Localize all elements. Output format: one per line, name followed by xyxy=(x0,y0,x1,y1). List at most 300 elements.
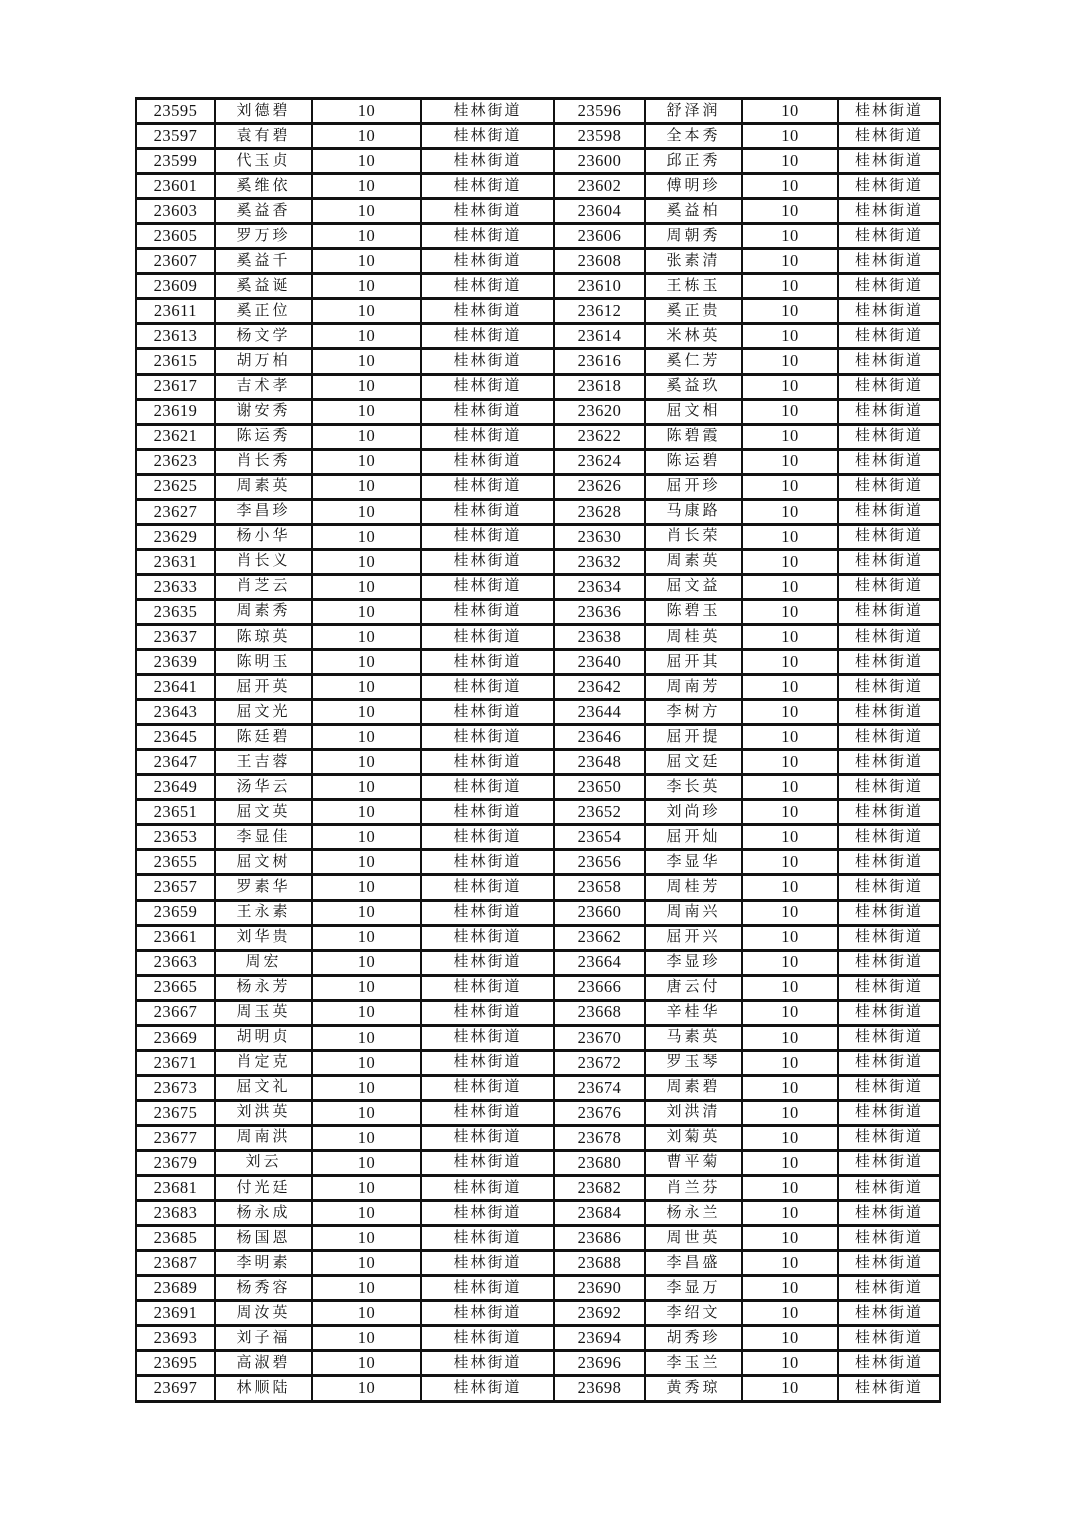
street-cell-right: 桂林街道 xyxy=(838,374,940,399)
id-cell-left: 23669 xyxy=(136,1025,215,1050)
street-cell-right: 桂林街道 xyxy=(838,424,940,449)
name-cell-left: 陈运秀 xyxy=(215,424,312,449)
name-cell-left: 杨永芳 xyxy=(215,975,312,1000)
score-cell-left: 10 xyxy=(312,549,421,574)
table-row xyxy=(136,875,940,900)
score-cell-right: 10 xyxy=(742,700,838,725)
id-cell-left: 23675 xyxy=(136,1100,215,1125)
name-cell-left: 周素秀 xyxy=(215,599,312,624)
name-cell-right: 李树方 xyxy=(645,700,742,725)
street-cell-right: 桂林街道 xyxy=(838,474,940,499)
score-cell-right: 10 xyxy=(742,274,838,299)
score-cell-left: 10 xyxy=(312,1150,421,1175)
street-cell-left: 桂林街道 xyxy=(421,675,554,700)
id-cell-left: 23693 xyxy=(136,1326,215,1351)
name-cell-right: 刘尚珍 xyxy=(645,800,742,825)
score-cell-right: 10 xyxy=(742,1176,838,1201)
score-cell-right: 10 xyxy=(742,750,838,775)
table-row xyxy=(136,1276,940,1301)
id-cell-right: 23654 xyxy=(554,825,645,850)
table-row xyxy=(136,775,940,800)
name-cell-right: 陈碧玉 xyxy=(645,599,742,624)
score-cell-right: 10 xyxy=(742,1276,838,1301)
score-cell-right: 10 xyxy=(742,1125,838,1150)
name-cell-left: 刘洪英 xyxy=(215,1100,312,1125)
table-row xyxy=(136,650,940,675)
table-row xyxy=(136,549,940,574)
id-cell-left: 23605 xyxy=(136,224,215,249)
score-cell-right: 10 xyxy=(742,374,838,399)
street-cell-right: 桂林街道 xyxy=(838,1226,940,1251)
street-cell-left: 桂林街道 xyxy=(421,149,554,174)
id-cell-right: 23630 xyxy=(554,524,645,549)
score-cell-left: 10 xyxy=(312,374,421,399)
id-cell-right: 23600 xyxy=(554,149,645,174)
name-cell-right: 奚益柏 xyxy=(645,199,742,224)
id-cell-left: 23641 xyxy=(136,675,215,700)
street-cell-left: 桂林街道 xyxy=(421,349,554,374)
name-cell-right: 奚益玖 xyxy=(645,374,742,399)
table-row xyxy=(136,1100,940,1125)
score-cell-left: 10 xyxy=(312,900,421,925)
street-cell-right: 桂林街道 xyxy=(838,149,940,174)
id-cell-left: 23639 xyxy=(136,650,215,675)
id-cell-right: 23618 xyxy=(554,374,645,399)
street-cell-right: 桂林街道 xyxy=(838,499,940,524)
id-cell-right: 23680 xyxy=(554,1150,645,1175)
table-row xyxy=(136,349,940,374)
id-cell-right: 23650 xyxy=(554,775,645,800)
id-cell-right: 23666 xyxy=(554,975,645,1000)
name-cell-right: 屈文相 xyxy=(645,399,742,424)
score-cell-right: 10 xyxy=(742,399,838,424)
street-cell-right: 桂林街道 xyxy=(838,900,940,925)
street-cell-right: 桂林街道 xyxy=(838,1050,940,1075)
id-cell-left: 23599 xyxy=(136,149,215,174)
street-cell-right: 桂林街道 xyxy=(838,524,940,549)
id-cell-left: 23671 xyxy=(136,1050,215,1075)
name-cell-left: 肖长义 xyxy=(215,549,312,574)
street-cell-right: 桂林街道 xyxy=(838,1075,940,1100)
street-cell-right: 桂林街道 xyxy=(838,750,940,775)
street-cell-right: 桂林街道 xyxy=(838,875,940,900)
score-cell-left: 10 xyxy=(312,424,421,449)
id-cell-right: 23660 xyxy=(554,900,645,925)
street-cell-left: 桂林街道 xyxy=(421,900,554,925)
id-cell-right: 23636 xyxy=(554,599,645,624)
table-row xyxy=(136,975,940,1000)
id-cell-right: 23656 xyxy=(554,850,645,875)
id-cell-right: 23622 xyxy=(554,424,645,449)
score-cell-right: 10 xyxy=(742,775,838,800)
name-cell-left: 杨永成 xyxy=(215,1201,312,1226)
id-cell-right: 23652 xyxy=(554,800,645,825)
name-cell-left: 周汝英 xyxy=(215,1301,312,1326)
street-cell-right: 桂林街道 xyxy=(838,1376,940,1402)
id-cell-right: 23684 xyxy=(554,1201,645,1226)
id-cell-left: 23685 xyxy=(136,1226,215,1251)
street-cell-right: 桂林街道 xyxy=(838,1351,940,1376)
score-cell-left: 10 xyxy=(312,850,421,875)
score-cell-left: 10 xyxy=(312,274,421,299)
id-cell-left: 23661 xyxy=(136,925,215,950)
name-cell-left: 周玉英 xyxy=(215,1000,312,1025)
name-cell-left: 杨国恩 xyxy=(215,1226,312,1251)
street-cell-left: 桂林街道 xyxy=(421,725,554,750)
score-cell-left: 10 xyxy=(312,700,421,725)
name-cell-left: 奚益香 xyxy=(215,199,312,224)
table-row xyxy=(136,99,940,124)
name-cell-right: 周素英 xyxy=(645,549,742,574)
score-cell-right: 10 xyxy=(742,875,838,900)
id-cell-right: 23604 xyxy=(554,199,645,224)
id-cell-right: 23628 xyxy=(554,499,645,524)
id-cell-right: 23644 xyxy=(554,700,645,725)
id-cell-right: 23662 xyxy=(554,925,645,950)
score-cell-left: 10 xyxy=(312,1075,421,1100)
score-cell-right: 10 xyxy=(742,725,838,750)
score-cell-left: 10 xyxy=(312,399,421,424)
id-cell-left: 23663 xyxy=(136,950,215,975)
id-cell-left: 23611 xyxy=(136,299,215,324)
name-cell-right: 周南芳 xyxy=(645,675,742,700)
id-cell-right: 23674 xyxy=(554,1075,645,1100)
street-cell-right: 桂林街道 xyxy=(838,1251,940,1276)
street-cell-left: 桂林街道 xyxy=(421,850,554,875)
name-cell-left: 屈开英 xyxy=(215,675,312,700)
table-row xyxy=(136,1376,940,1402)
name-cell-right: 周朝秀 xyxy=(645,224,742,249)
street-cell-right: 桂林街道 xyxy=(838,99,940,124)
street-cell-left: 桂林街道 xyxy=(421,975,554,1000)
id-cell-left: 23627 xyxy=(136,499,215,524)
name-cell-left: 胡明贞 xyxy=(215,1025,312,1050)
id-cell-left: 23691 xyxy=(136,1301,215,1326)
street-cell-left: 桂林街道 xyxy=(421,1050,554,1075)
street-cell-left: 桂林街道 xyxy=(421,750,554,775)
table-row xyxy=(136,399,940,424)
score-cell-left: 10 xyxy=(312,474,421,499)
street-cell-left: 桂林街道 xyxy=(421,800,554,825)
name-cell-right: 屈文益 xyxy=(645,574,742,599)
id-cell-left: 23643 xyxy=(136,700,215,725)
score-cell-right: 10 xyxy=(742,474,838,499)
table-row xyxy=(136,324,940,349)
street-cell-right: 桂林街道 xyxy=(838,249,940,274)
table-row xyxy=(136,449,940,474)
score-cell-left: 10 xyxy=(312,449,421,474)
score-cell-left: 10 xyxy=(312,800,421,825)
street-cell-left: 桂林街道 xyxy=(421,574,554,599)
score-cell-right: 10 xyxy=(742,199,838,224)
street-cell-right: 桂林街道 xyxy=(838,549,940,574)
name-cell-right: 陈碧霞 xyxy=(645,424,742,449)
id-cell-left: 23649 xyxy=(136,775,215,800)
score-cell-left: 10 xyxy=(312,1025,421,1050)
name-cell-right: 奚正贵 xyxy=(645,299,742,324)
street-cell-left: 桂林街道 xyxy=(421,324,554,349)
street-cell-left: 桂林街道 xyxy=(421,1276,554,1301)
score-cell-left: 10 xyxy=(312,725,421,750)
id-cell-left: 23653 xyxy=(136,825,215,850)
score-cell-left: 10 xyxy=(312,1050,421,1075)
name-cell-left: 罗素华 xyxy=(215,875,312,900)
id-cell-left: 23651 xyxy=(136,800,215,825)
score-cell-left: 10 xyxy=(312,950,421,975)
name-cell-left: 肖长秀 xyxy=(215,449,312,474)
score-cell-left: 10 xyxy=(312,1100,421,1125)
name-cell-left: 李昌珍 xyxy=(215,499,312,524)
score-cell-left: 10 xyxy=(312,1251,421,1276)
score-cell-right: 10 xyxy=(742,349,838,374)
street-cell-left: 桂林街道 xyxy=(421,449,554,474)
id-cell-right: 23614 xyxy=(554,324,645,349)
name-cell-right: 刘洪清 xyxy=(645,1100,742,1125)
score-cell-right: 10 xyxy=(742,1351,838,1376)
score-cell-right: 10 xyxy=(742,174,838,199)
name-cell-right: 屈开其 xyxy=(645,650,742,675)
street-cell-right: 桂林街道 xyxy=(838,449,940,474)
street-cell-left: 桂林街道 xyxy=(421,274,554,299)
id-cell-left: 23687 xyxy=(136,1251,215,1276)
id-cell-left: 23689 xyxy=(136,1276,215,1301)
id-cell-right: 23612 xyxy=(554,299,645,324)
table-row xyxy=(136,1351,940,1376)
name-cell-left: 刘子福 xyxy=(215,1326,312,1351)
street-cell-left: 桂林街道 xyxy=(421,1301,554,1326)
name-cell-left: 刘德碧 xyxy=(215,99,312,124)
name-cell-right: 刘菊英 xyxy=(645,1125,742,1150)
id-cell-right: 23640 xyxy=(554,650,645,675)
id-cell-right: 23672 xyxy=(554,1050,645,1075)
table-row xyxy=(136,1000,940,1025)
table-row xyxy=(136,174,940,199)
score-cell-right: 10 xyxy=(742,1050,838,1075)
table-row xyxy=(136,725,940,750)
table-row xyxy=(136,700,940,725)
name-cell-left: 肖定克 xyxy=(215,1050,312,1075)
street-cell-left: 桂林街道 xyxy=(421,1226,554,1251)
name-cell-left: 杨文学 xyxy=(215,324,312,349)
name-cell-right: 李显珍 xyxy=(645,950,742,975)
street-cell-left: 桂林街道 xyxy=(421,249,554,274)
table-row xyxy=(136,199,940,224)
id-cell-left: 23623 xyxy=(136,449,215,474)
id-cell-right: 23686 xyxy=(554,1226,645,1251)
street-cell-left: 桂林街道 xyxy=(421,825,554,850)
score-cell-left: 10 xyxy=(312,249,421,274)
score-cell-right: 10 xyxy=(742,149,838,174)
name-cell-left: 高淑碧 xyxy=(215,1351,312,1376)
street-cell-right: 桂林街道 xyxy=(838,299,940,324)
id-cell-left: 23647 xyxy=(136,750,215,775)
score-cell-right: 10 xyxy=(742,1201,838,1226)
name-cell-right: 唐云付 xyxy=(645,975,742,1000)
name-cell-left: 屈文树 xyxy=(215,850,312,875)
street-cell-left: 桂林街道 xyxy=(421,199,554,224)
score-cell-left: 10 xyxy=(312,624,421,649)
score-cell-right: 10 xyxy=(742,925,838,950)
score-cell-left: 10 xyxy=(312,775,421,800)
score-cell-right: 10 xyxy=(742,549,838,574)
street-cell-right: 桂林街道 xyxy=(838,199,940,224)
name-cell-right: 马素英 xyxy=(645,1025,742,1050)
score-cell-left: 10 xyxy=(312,499,421,524)
score-cell-right: 10 xyxy=(742,950,838,975)
score-cell-right: 10 xyxy=(742,900,838,925)
street-cell-left: 桂林街道 xyxy=(421,700,554,725)
id-cell-right: 23688 xyxy=(554,1251,645,1276)
name-cell-right: 屈开兴 xyxy=(645,925,742,950)
table-row xyxy=(136,1025,940,1050)
street-cell-left: 桂林街道 xyxy=(421,124,554,149)
score-cell-right: 10 xyxy=(742,224,838,249)
table-row xyxy=(136,1125,940,1150)
name-cell-left: 王永素 xyxy=(215,900,312,925)
name-cell-right: 曹平菊 xyxy=(645,1150,742,1175)
table-row xyxy=(136,249,940,274)
id-cell-left: 23667 xyxy=(136,1000,215,1025)
name-cell-left: 袁有碧 xyxy=(215,124,312,149)
name-cell-right: 李昌盛 xyxy=(645,1251,742,1276)
street-cell-right: 桂林街道 xyxy=(838,1025,940,1050)
name-cell-right: 马康路 xyxy=(645,499,742,524)
score-cell-left: 10 xyxy=(312,675,421,700)
street-cell-right: 桂林街道 xyxy=(838,1201,940,1226)
street-cell-right: 桂林街道 xyxy=(838,224,940,249)
score-cell-left: 10 xyxy=(312,349,421,374)
score-cell-right: 10 xyxy=(742,1226,838,1251)
score-cell-left: 10 xyxy=(312,1201,421,1226)
table-row xyxy=(136,1150,940,1175)
table-row xyxy=(136,149,940,174)
id-cell-right: 23620 xyxy=(554,399,645,424)
street-cell-left: 桂林街道 xyxy=(421,424,554,449)
score-cell-left: 10 xyxy=(312,524,421,549)
name-cell-left: 陈廷碧 xyxy=(215,725,312,750)
id-cell-left: 23673 xyxy=(136,1075,215,1100)
score-cell-right: 10 xyxy=(742,1326,838,1351)
score-cell-right: 10 xyxy=(742,524,838,549)
name-cell-left: 奚益千 xyxy=(215,249,312,274)
id-cell-left: 23607 xyxy=(136,249,215,274)
street-cell-left: 桂林街道 xyxy=(421,1100,554,1125)
street-cell-left: 桂林街道 xyxy=(421,1025,554,1050)
name-cell-right: 屈开珍 xyxy=(645,474,742,499)
score-cell-left: 10 xyxy=(312,174,421,199)
name-cell-right: 李显华 xyxy=(645,850,742,875)
street-cell-right: 桂林街道 xyxy=(838,825,940,850)
table-row xyxy=(136,274,940,299)
name-cell-right: 张素清 xyxy=(645,249,742,274)
street-cell-right: 桂林街道 xyxy=(838,925,940,950)
score-cell-right: 10 xyxy=(742,424,838,449)
id-cell-left: 23645 xyxy=(136,725,215,750)
score-cell-left: 10 xyxy=(312,149,421,174)
id-cell-right: 23694 xyxy=(554,1326,645,1351)
name-cell-left: 奚维依 xyxy=(215,174,312,199)
score-cell-right: 10 xyxy=(742,624,838,649)
table-row xyxy=(136,224,940,249)
id-cell-left: 23617 xyxy=(136,374,215,399)
table-row xyxy=(136,900,940,925)
id-cell-right: 23598 xyxy=(554,124,645,149)
street-cell-left: 桂林街道 xyxy=(421,99,554,124)
id-cell-right: 23596 xyxy=(554,99,645,124)
score-cell-left: 10 xyxy=(312,299,421,324)
name-cell-left: 谢安秀 xyxy=(215,399,312,424)
street-cell-left: 桂林街道 xyxy=(421,1351,554,1376)
id-cell-left: 23625 xyxy=(136,474,215,499)
score-cell-right: 10 xyxy=(742,1075,838,1100)
street-cell-right: 桂林街道 xyxy=(838,1301,940,1326)
street-cell-right: 桂林街道 xyxy=(838,675,940,700)
score-cell-left: 10 xyxy=(312,875,421,900)
street-cell-left: 桂林街道 xyxy=(421,875,554,900)
id-cell-left: 23613 xyxy=(136,324,215,349)
street-cell-right: 桂林街道 xyxy=(838,124,940,149)
street-cell-right: 桂林街道 xyxy=(838,574,940,599)
id-cell-left: 23619 xyxy=(136,399,215,424)
score-cell-left: 10 xyxy=(312,124,421,149)
name-cell-left: 林顺陆 xyxy=(215,1376,312,1402)
street-cell-left: 桂林街道 xyxy=(421,624,554,649)
name-cell-right: 周桂芳 xyxy=(645,875,742,900)
score-cell-left: 10 xyxy=(312,975,421,1000)
id-cell-left: 23633 xyxy=(136,574,215,599)
name-cell-left: 杨秀容 xyxy=(215,1276,312,1301)
score-cell-right: 10 xyxy=(742,499,838,524)
id-cell-right: 23646 xyxy=(554,725,645,750)
name-cell-right: 肖兰芬 xyxy=(645,1176,742,1201)
id-cell-left: 23683 xyxy=(136,1201,215,1226)
street-cell-left: 桂林街道 xyxy=(421,524,554,549)
table-row xyxy=(136,574,940,599)
name-cell-left: 罗万珍 xyxy=(215,224,312,249)
street-cell-right: 桂林街道 xyxy=(838,599,940,624)
table-row xyxy=(136,424,940,449)
id-cell-right: 23608 xyxy=(554,249,645,274)
name-cell-left: 杨小华 xyxy=(215,524,312,549)
score-cell-right: 10 xyxy=(742,1150,838,1175)
table-row xyxy=(136,374,940,399)
name-cell-right: 肖长荣 xyxy=(645,524,742,549)
id-cell-left: 23659 xyxy=(136,900,215,925)
street-cell-left: 桂林街道 xyxy=(421,1326,554,1351)
name-cell-right: 邱正秀 xyxy=(645,149,742,174)
score-cell-left: 10 xyxy=(312,1000,421,1025)
name-cell-left: 付光廷 xyxy=(215,1176,312,1201)
score-cell-left: 10 xyxy=(312,1125,421,1150)
score-cell-right: 10 xyxy=(742,324,838,349)
name-cell-left: 陈明玉 xyxy=(215,650,312,675)
id-cell-right: 23658 xyxy=(554,875,645,900)
id-cell-left: 23603 xyxy=(136,199,215,224)
name-cell-left: 周宏 xyxy=(215,950,312,975)
name-cell-right: 屈文廷 xyxy=(645,750,742,775)
street-cell-left: 桂林街道 xyxy=(421,224,554,249)
street-cell-left: 桂林街道 xyxy=(421,1201,554,1226)
table-row xyxy=(136,474,940,499)
name-cell-right: 罗玉琴 xyxy=(645,1050,742,1075)
name-cell-left: 屈文礼 xyxy=(215,1075,312,1100)
id-cell-left: 23597 xyxy=(136,124,215,149)
street-cell-right: 桂林街道 xyxy=(838,324,940,349)
street-cell-left: 桂林街道 xyxy=(421,925,554,950)
name-cell-left: 刘华贵 xyxy=(215,925,312,950)
id-cell-right: 23634 xyxy=(554,574,645,599)
id-cell-left: 23695 xyxy=(136,1351,215,1376)
